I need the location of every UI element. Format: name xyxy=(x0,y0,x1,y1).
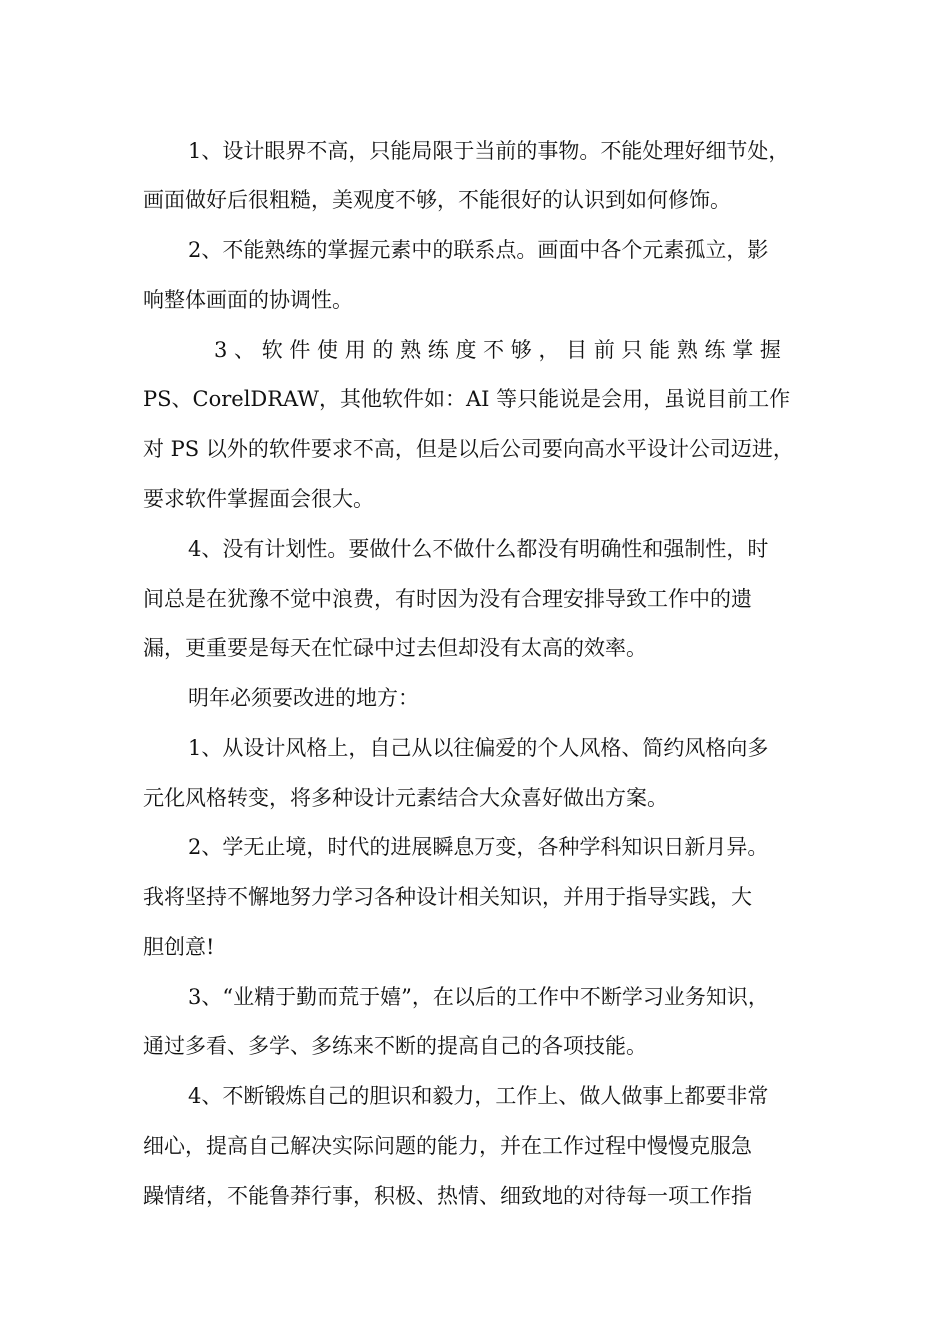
section-heading: 明年必须要改进的地方： xyxy=(188,686,419,710)
para-7-line-1: 2、学无止境，时代的进展瞬息万变，各种学科知识日新月异。 xyxy=(188,835,769,859)
para-9-line-1: 4、不断锻炼自己的胆识和毅力，工作上、做人做事上都要非常 xyxy=(188,1084,769,1108)
para-2-line-1: 2、不能熟练的掌握元素中的联系点。画面中各个元素孤立，影 xyxy=(188,238,769,262)
para-3-line-1: 3 、 软 件 使 用 的 熟 练 度 不 够 ， 目 前 只 能 熟 练 掌 握 xyxy=(214,338,781,362)
para-8-line-2: 通过多看、多学、多练来不断的提高自己的各项技能。 xyxy=(143,1034,647,1058)
para-1-line-2: 画面做好后很粗糙，美观度不够，不能很好的认识到如何修饰。 xyxy=(143,188,731,212)
para-7-line-2: 我将坚持不懈地努力学习各种设计相关知识，并用于指导实践，大 xyxy=(143,885,752,909)
para-4-line-3: 漏，更重要是每天在忙碌中过去但却没有太高的效率。 xyxy=(143,636,647,660)
para-6-line-2: 元化风格转变，将多种设计元素结合大众喜好做出方案。 xyxy=(143,786,668,810)
para-3-line-3: 对 PS 以外的软件要求不高，但是以后公司要向高水平设计公司迈进， xyxy=(143,437,794,461)
para-2-line-2: 响整体画面的协调性。 xyxy=(143,288,353,312)
para-4-line-1: 4、没有计划性。要做什么不做什么都没有明确性和强制性，时 xyxy=(188,537,769,561)
para-6-line-1: 1、从设计风格上，自己从以往偏爱的个人风格、简约风格向多 xyxy=(188,736,769,760)
para-3-line-2: PS、CorelDRAW，其他软件如：AI 等只能说是会用，虽说目前工作 xyxy=(143,387,791,411)
para-9-line-3: 躁情绪，不能鲁莽行事，积极、热情、细致地的对待每一项工作指 xyxy=(143,1184,752,1208)
para-1-line-1: 1、设计眼界不高，只能局限于当前的事物。不能处理好细节处， xyxy=(188,139,790,163)
para-3-line-4: 要求软件掌握面会很大。 xyxy=(143,487,374,511)
para-7-line-3: 胆创意! xyxy=(143,935,215,959)
para-8-line-1: 3、“业精于勤而荒于嬉”，在以后的工作中不断学习业务知识， xyxy=(188,985,769,1009)
para-4-line-2: 间总是在犹豫不觉中浪费，有时因为没有合理安排导致工作中的遗 xyxy=(143,587,752,611)
para-9-line-2: 细心，提高自己解决实际问题的能力，并在工作过程中慢慢克服急 xyxy=(143,1134,752,1158)
